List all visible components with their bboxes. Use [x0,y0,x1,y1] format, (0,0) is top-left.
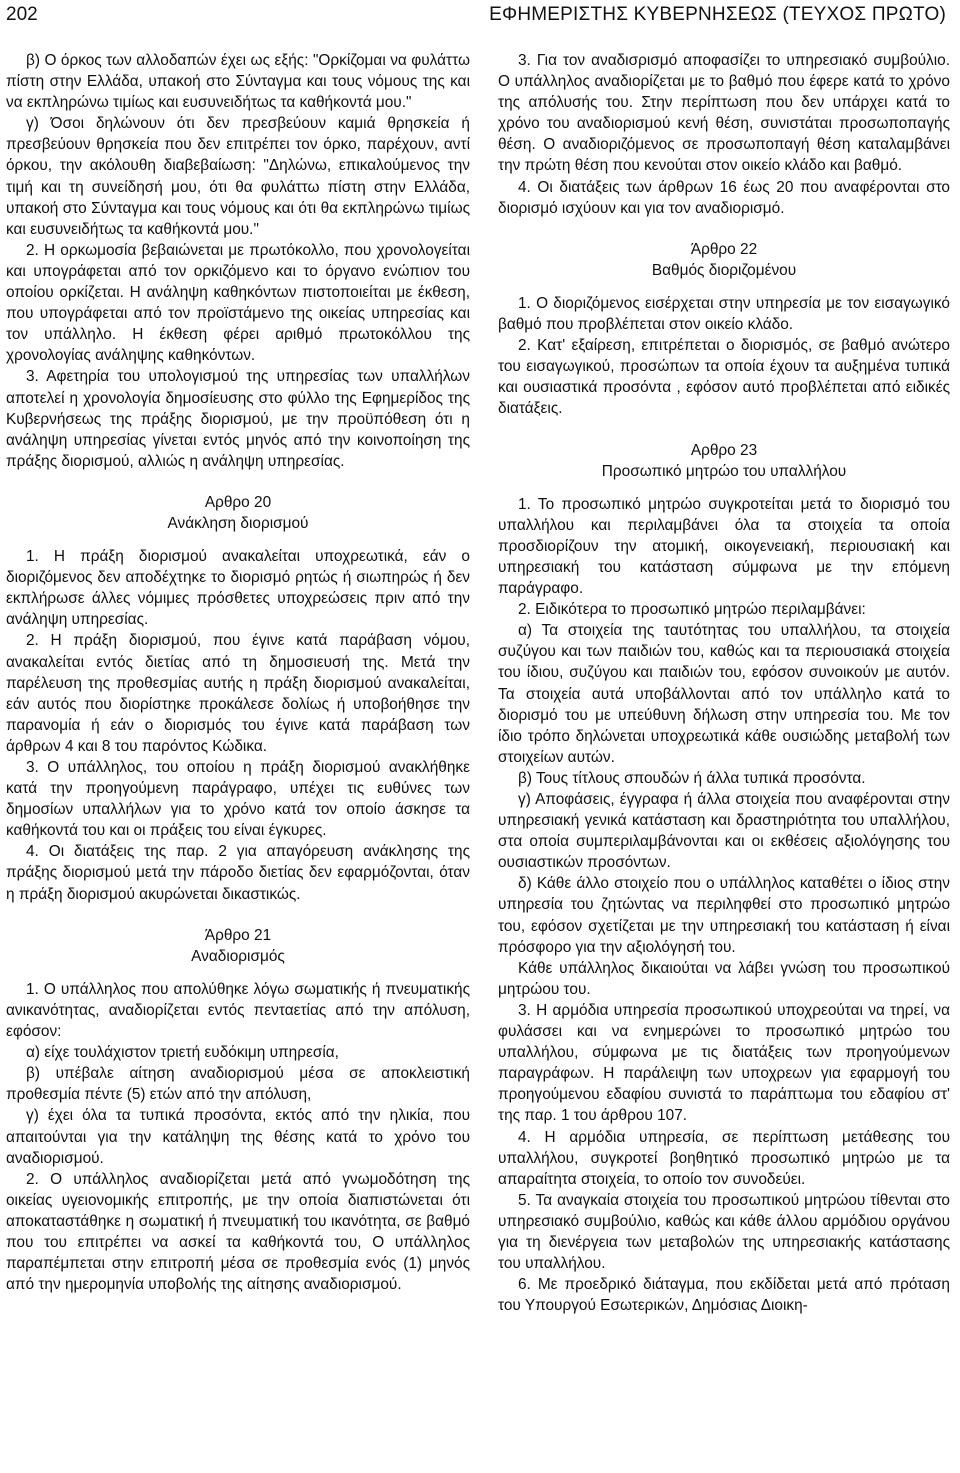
paragraph: γ) Αποφάσεις, έγγραφα ή άλλα στοιχεία που αναφέρονται στην υπηρεσιακή γενικά κατάσταση και δραστηριότητα του υπαλλήλου, στα οποία συμπεριλαμβάνονται και οι εκθέσεις αξιολόγησης του ουσιαστικών προσόντων. [498,791,950,872]
paragraph: α) είχε τουλάχιστον τριετή ευδόκιμη υπηρεσία, [26,1044,339,1062]
paragraph: 4. Οι διατάξεις της παρ. 2 για απαγόρευση ανάκλησης της πράξης διορισμού μετά την πάροδο διετίας δεν εφαρμόζονται, όταν η πράξη διορισμού ακυρώνεται δικαστικώς. [6,843,470,903]
paragraph: 2. Η πράξη διορισμού, που έγινε κατά παράβαση νόμου, ανακαλείται εντός διετίας από τη δημοσιευσή της. Μετά την παρέλευση της προθεσμίας αυτής η πράξη διορισμού ανακαλείται, εάν αυτός που διορίστηκε προκάλεσε δολίως ή υποβοήθησε την παρανομία ή εάν ο διορισμός του έγινε κατά παράβαση των άρθρων 4 και 8 του παρόντος Κώδικα. [6,632,470,755]
paragraph: 2. Η ορκωμοσία βεβαιώνεται με πρωτόκολλο, που χρονολογείται και υπογράφεται από τον ορκιζόμενο και το όργανο ενώπιον του οποίου ορκίζεται. Η ανάληψη καθηκόντων πιστοποιείται με έκθεση, που υπογράφεται από τον προϊστάμενο της οικείας υπηρεσίας και τον υπάλληλο. Η έκθεση φέρει αριθμό πρωτοκόλλου της χρονολογίας ανάληψης καθηκόντων. [6,241,470,365]
paragraph: 3. Η αρμόδια υπηρεσία προσωπικού υποχρεούται να τηρεί, να φυλάσσει και να ενημερώνει το προσωπικό μητρώο του υπαλλήλου, σύμφωνα με τις διατάξεις των προηγούμενων παραγράφων. Η παράλειψη των υποχρεων για εφαρμογή του προηγούμενου εδαφίου συνιστά το παράπτωμα του εδαφίου στ' της παρ. 1 του άρθρου 107. [498,1001,950,1125]
paragraph: 3. Αφετηρία του υπολογισμού της υπηρεσίας των υπαλλήλων αποτελεί η χρονολογία δημοσίευσης στο φύλλο της Εφημερίδος της Κυβερνήσεως της πράξης διορισμού, με την προϋπόθεση ότι η ανάληψη υπηρεσίας γίνεται εντός μηνός από την κοινοποίηση της πράξης διορισμού, αλλιώς η ανάληψη υπηρεσίας. [6,368,470,470]
paragraph: 4. Οι διατάξεις των άρθρων 16 έως 20 που αναφέρονται στο διορισμό ισχύουν και για τον αναδιορισμό. [498,178,950,217]
article-23-subtitle: Προσωπικό μητρώο του υπαλλήλου [601,462,847,480]
paragraph: 1. Η πράξη διορισμού ανακαλείται υποχρεωτικά, εάν ο διοριζόμενος δεν αποδέχτηκε το διορισμό ρητώς ή σιωπηρώς ή δεν εκπλήρωσε άλλες νόμιμες πρόσθετες υποχρεώσεις πριν από την ανάληψη υπηρεσίας. [6,548,470,629]
paragraph: γ) έχει όλα τα τυπικά προσόντα, εκτός από την ηλικία, που απαιτούνται για την κατάληψη της θέσης κατά το χρόνο του αναδιορισμού. [6,1107,470,1167]
left-column [6,50,470,1295]
page-number: 202 [6,4,38,25]
article-21-title: Άρθρο 21 [204,926,272,944]
paragraph: 1. Ο διοριζόμενος εισέρχεται στην υπηρεσία με τον εισαγωγικό βαθμό που προβλέπεται στον οικείο κλάδο. [498,294,950,334]
paragraph: 2. Ειδικότερα το προσωπικό μητρώο περιλαμβάνει: [518,601,866,619]
article-22-subtitle: Βαθμός διοριζομένου [651,261,797,279]
paragraph: 5. Τα αναγκαία στοιχεία του προσωπικού μητρώου τίθενται στο υπηρεσιακό συμβούλιο, καθώς και κάθε άλλου αρμόδιου οργάνου για τη διενέργεια των μεταβολών της υπηρεσιακής κατάστασης του υπαλλήλου. [498,1191,950,1273]
paragraph: 3. Για τον αναδισρισμό αποφασίζει το υπηρεσιακό συμβούλιο. Ο υπάλληλος αναδιορίζεται με το βαθμό που έφερε κατά το χρόνο της απόλυσής του. Στην περίπτωση που δεν υπάρχει κατά το χρόνο του αναδιορισμού κενή θέση, συνιστάται προσωποπαγής θέση. Ο αναδιοριζόμενος σε προσωποπαγή θέση καταλαμβάνει την πρώτη θέση που κενούται στον οικείο κλάδο και βαθμό. [498,52,950,175]
paragraph: Κάθε υπάλληλος δικαιούται να λάβει γνώση του προσωπικού μητρώου του. [498,959,950,998]
article-20-title: Αρθρο 20 [204,493,272,511]
paragraph: 2. Ο υπάλληλος αναδιορίζεται μετά από γνωμοδότηση της οικείας υγειονομικής επιτροπής, με την οποία διαπιστώνεται ότι αποκαταστάθηκε η σωματική ή πνευματική του ικανότητα, σε βαθμό που του επιτρέπει να ασκεί τα καθήκοντά του, Ο υπάλληλος παραπέμπεται στην επιτροπή μέσα σε προθεσμία ενός (1) μηνός από την ημερομηνία υποβολής της αίτησης αναδιορισμού. [6,1170,470,1294]
article-21-subtitle: Αναδιορισμός [191,947,285,965]
paragraph: γ) Όσοι δηλώνουν ότι δεν πρεσβεύουν καμιά θρησκεία ή πρεσβεύουν θρησκεία που δεν επιτρέπει τον όρκο, παρέχουν, αντί όρκου, την ακόλουθη διαβεβαίωση: "Δηλώνω, επικαλούμενος την τιμή και τη συνείδησή μου, ότι θα φυλάττω πίστη στην Ελλάδα, υπακοή στο Σύνταγμα και τους νόμους και ότι θα εκπληρώνω τιμίως και ευσυνειδήτως τα καθήκοντά μου." [6,115,470,238]
paragraph: 1. Ο υπάλληλος που απολύθηκε λόγω σωματικής ή πνευματικής ανικανότητας, αναδιορίζεται εντός πενταετίας από την απόλυση, εφόσον: [6,980,470,1041]
running-title: ΕΦΗΜΕΡΙΣΤΗΣ ΚΥΒΕΡΝΗΣΕΩΣ (ΤΕΥΧΟΣ ΠΡΩΤΟ) [489,4,946,25]
paragraph: 2. Κατ' εξαίρεση, επιτρέπεται ο διορισμός, σε βαθμό ανώτερο του εισαγωγικού, προσώπων τα οποία έχουν τα αυξημένα τυπικά και ουσιαστικά προσόντα , εφόσον αυτό προβλέπεται από ειδικές διατάξεις. [498,337,950,418]
article-22-title: Άρθρο 22 [690,240,758,258]
right-column [498,50,950,1316]
paragraph: β) Τους τίτλους σπουδών ή άλλα τυπικά προσόντα. [518,769,866,787]
article-23-title: Αρθρο 23 [690,441,758,459]
paragraph: 4. Η αρμόδια υπηρεσία, σε περίπτωση μετάθεσης του υπαλλήλου, συγκροτεί βοηθητικό προσωπικό μητρώο με τα απαραίτητα στοιχεία, το οποίο τον συνοδεύει. [498,1128,950,1188]
paragraph: β) υπέβαλε αίτηση αναδιορισμού μέσα σε αποκλειστική προθεσμία πέντε (5) ετών από την απόλυση, [6,1065,470,1104]
page-header [0,0,960,36]
paragraph: 3. Ο υπάλληλος, του οποίου η πράξη διορισμού ανακλήθηκε κατά την προηγούμενη παράγραφο, υπέχει τις ευθύνες των δημοσίων υπαλλήλων για το χρόνο κατά τον οποίο άσκησε τα καθήκοντά του και οι πράξεις του είναι έγκυρες. [6,759,470,840]
paragraph: α) Τα στοιχεία της ταυτότητας του υπαλλήλου, τα στοιχεία συζύγου και των παιδιών του, καθώς και τα περιουσιακά στοιχεία του ίδιου, συζύγου και παιδιών του, εφόσον συνοικούν με αυτόν. Τα στοιχεία αυτά υποβάλλονται από τον υπάλληλο κατά το διορισμό του με υπεύθυνη δήλωση στην υπηρεσία του. Με τον ίδιο τρόπο δηλώνεται υποχρεωτικά κάθε ουσιώδης μεταβολή των στοιχείων αυτών. [498,622,950,766]
article-20-subtitle: Ανάκληση διορισμού [167,514,309,532]
paragraph: 1. Το προσωπικό μητρώο συγκροτείται μετά το διορισμό του υπαλλήλου και περιλαμβάνει όλα τα στοιχεία τα οποία προσδιορίζουν την ατομική, οικογενειακή, περιουσιακή και υπηρεσιακή του κατάσταση σύμφωνα με την επόμενη παράγραφο. [498,495,950,598]
paragraph: 6. Με προεδρικό διάταγμα, που εκδίδεται μετά από πρόταση του Υπουργού Εσωτερικών, Δημόσιας Διοικη- [498,1276,950,1315]
paragraph: β) Ο όρκος των αλλοδαπών έχει ως εξής: "Ορκίζομαι να φυλάττω πίστη στην Ελλάδα, υπακοή στο Σύνταγμα και τους νόμους της και να εκπληρώνω τιμίως και ευσυνειδήτως τα καθήκοντά μου." [6,52,470,112]
paragraph: δ) Κάθε άλλο στοιχείο που ο υπάλληλος καταθέτει ο ίδιος στην υπηρεσία του ζητώντας να περιληφθεί στο προσωπικό μητρώο του, εφόσον σχετίζεται με την υπηρεσιακή του κατάσταση ή είναι πρόσφορο για την αξιολόγησή του. [498,875,950,956]
